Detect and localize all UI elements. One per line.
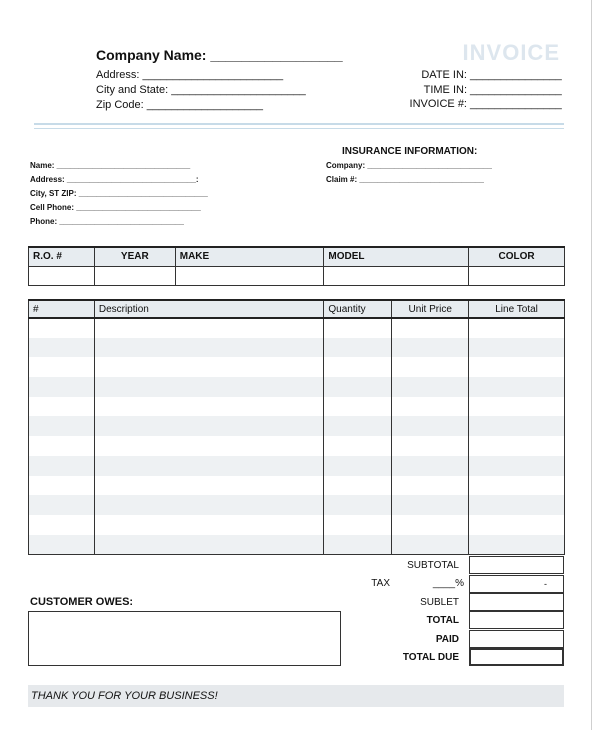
line-total-header: Line Total	[469, 300, 565, 318]
total-box[interactable]	[469, 611, 564, 629]
city-state-line: City and State: ______________________	[96, 84, 306, 96]
table-row[interactable]	[29, 397, 565, 417]
quantity-header: Quantity	[324, 300, 392, 318]
unit-price-header: Unit Price	[392, 300, 469, 318]
date-in-line: _______________	[470, 69, 562, 81]
time-in-line: _______________	[470, 84, 562, 96]
description-header: Description	[94, 300, 324, 318]
invoice-number-label: INVOICE #:	[409, 98, 467, 110]
table-row[interactable]	[29, 318, 565, 338]
tax-label: TAX	[371, 578, 390, 589]
table-row[interactable]	[29, 377, 565, 397]
color-cell[interactable]	[469, 266, 565, 285]
sublet-box[interactable]	[469, 593, 564, 611]
color-header: COLOR	[469, 247, 565, 266]
divider-bottom	[34, 128, 564, 129]
invoice-title: INVOICE	[462, 40, 560, 65]
subtotal-box[interactable]	[469, 556, 564, 574]
table-row[interactable]	[29, 416, 565, 436]
ro-cell[interactable]	[29, 266, 95, 285]
insurance-company-line: Company: ____________________________	[326, 161, 492, 170]
insurance-title: INSURANCE INFORMATION:	[342, 146, 478, 157]
customer-phone-line: Phone: ____________________________	[30, 217, 184, 226]
total-label: TOTAL	[426, 615, 459, 626]
make-cell[interactable]	[175, 266, 324, 285]
model-cell[interactable]	[324, 266, 469, 285]
address-line: Address: _______________________	[96, 69, 284, 81]
item-number-header: #	[29, 300, 95, 318]
vehicle-table	[28, 246, 565, 286]
thank-you-banner: THANK YOU FOR YOUR BUSINESS!	[28, 685, 564, 707]
company-name: Company Name: _________________	[96, 47, 343, 63]
table-row[interactable]	[29, 535, 565, 555]
table-row[interactable]	[29, 436, 565, 456]
divider-top	[34, 123, 564, 125]
tax-box[interactable]: -	[469, 575, 564, 593]
paid-box[interactable]	[469, 630, 564, 648]
table-row[interactable]	[29, 357, 565, 377]
sublet-label: SUBLET	[420, 597, 459, 608]
table-row[interactable]	[29, 476, 565, 496]
table-row[interactable]	[29, 338, 565, 358]
customer-owes-title: CUSTOMER OWES:	[30, 596, 134, 608]
total-due-box[interactable]	[469, 648, 564, 666]
customer-city-line: City, ST ZIP: _____________________________	[30, 189, 208, 198]
make-header: MAKE	[175, 247, 324, 266]
table-row[interactable]	[29, 515, 565, 535]
paid-label: PAID	[435, 634, 459, 645]
line-items-table	[28, 299, 565, 555]
ro-header: R.O. #	[29, 247, 95, 266]
subtotal-label: SUBTOTAL	[407, 560, 459, 571]
customer-cell-line: Cell Phone: ____________________________	[30, 203, 201, 212]
insurance-claim-line: Claim #: ____________________________	[326, 175, 484, 184]
zip-line: Zip Code: ___________________	[96, 99, 263, 111]
table-row[interactable]	[29, 495, 565, 515]
tax-rate: ____%	[432, 578, 464, 589]
model-header: MODEL	[324, 247, 469, 266]
customer-address-line: Address: _____________________________:	[30, 175, 199, 184]
total-due-label: TOTAL DUE	[402, 652, 459, 663]
table-row[interactable]	[29, 456, 565, 476]
customer-name-line: Name: ______________________________	[30, 161, 191, 170]
invoice-number-line: _______________	[470, 98, 562, 110]
year-cell[interactable]	[94, 266, 175, 285]
time-in-label: TIME IN:	[423, 84, 467, 96]
customer-owes-box[interactable]	[28, 611, 341, 666]
date-in-label: DATE IN:	[421, 69, 467, 81]
year-header: YEAR	[94, 247, 175, 266]
